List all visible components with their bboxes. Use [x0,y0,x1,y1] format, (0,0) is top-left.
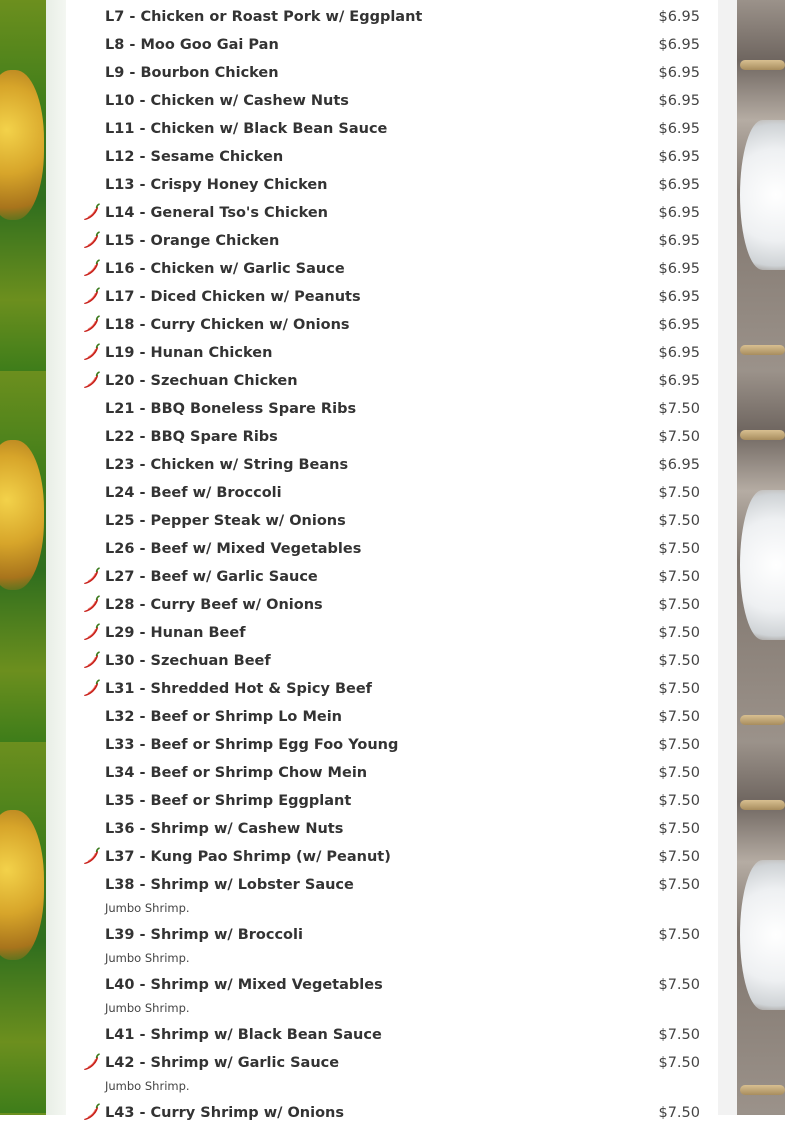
menu-item-name: L39 - Shrimp w/ Broccoli [105,927,303,943]
menu-item-price: $7.50 [658,849,700,865]
menu-item-price: $6.95 [658,9,700,25]
menu-item-price: $6.95 [658,121,700,137]
chili-pepper-icon [82,623,100,641]
menu-item-name: L23 - Chicken w/ String Beans [105,457,349,473]
menu-item-name: L40 - Shrimp w/ Mixed Vegetables [105,977,383,993]
chopstick-image [740,345,785,355]
chili-pepper-icon [82,1053,100,1071]
menu-item-name: L18 - Curry Chicken w/ Onions [105,317,350,333]
menu-item-name: L19 - Hunan Chicken [105,345,273,361]
chili-pepper-icon [82,203,100,221]
menu-item-price: $7.50 [658,977,700,993]
menu-item-name: L9 - Bourbon Chicken [105,65,279,81]
menu-item-price: $7.50 [658,709,700,725]
menu-item-price: $7.50 [658,597,700,613]
menu-item-name: L31 - Shredded Hot & Spicy Beef [105,681,372,697]
menu-item-name: L27 - Beef w/ Garlic Sauce [105,569,318,585]
chili-pepper-icon [82,679,100,697]
food-image [0,440,44,590]
menu-item-name: L28 - Curry Beef w/ Onions [105,597,323,613]
menu-item-price: $7.50 [658,569,700,585]
menu-item-name: L16 - Chicken w/ Garlic Sauce [105,261,345,277]
menu-item-name: L7 - Chicken or Roast Pork w/ Eggplant [105,9,423,25]
menu-item-description: Jumbo Shrimp. [105,1079,190,1093]
menu-item-description: Jumbo Shrimp. [105,901,190,915]
menu-panel [66,0,718,1121]
menu-item-name: L34 - Beef or Shrimp Chow Mein [105,765,368,781]
menu-item-price: $6.95 [658,65,700,81]
menu-item-name: L15 - Orange Chicken [105,233,280,249]
menu-item-name: L32 - Beef or Shrimp Lo Mein [105,709,342,725]
menu-item-price: $7.50 [658,765,700,781]
menu-item-name: L26 - Beef w/ Mixed Vegetables [105,541,362,557]
menu-item-price: $6.95 [658,317,700,333]
menu-item-description: Jumbo Shrimp. [105,951,190,965]
menu-item-price: $6.95 [658,373,700,389]
menu-item-name: L20 - Szechuan Chicken [105,373,298,389]
menu-item-price: $6.95 [658,457,700,473]
menu-item-name: L29 - Hunan Beef [105,625,246,641]
menu-item-price: $7.50 [658,737,700,753]
menu-item-price: $7.50 [658,821,700,837]
chili-pepper-icon [82,259,100,277]
chili-pepper-icon [82,567,100,585]
chopstick-image [740,715,785,725]
menu-item-price: $7.50 [658,429,700,445]
menu-item-price: $7.50 [658,1055,700,1071]
menu-item-name: L13 - Crispy Honey Chicken [105,177,328,193]
menu-item-name: L11 - Chicken w/ Black Bean Sauce [105,121,388,137]
menu-item-name: L38 - Shrimp w/ Lobster Sauce [105,877,354,893]
menu-item-price: $7.50 [658,1027,700,1043]
menu-item-name: L25 - Pepper Steak w/ Onions [105,513,346,529]
menu-item-name: L35 - Beef or Shrimp Eggplant [105,793,352,809]
menu-item-name: L21 - BBQ Boneless Spare Ribs [105,401,357,417]
menu-item-price: $7.50 [658,625,700,641]
menu-item-price: $7.50 [658,681,700,697]
menu-item-price: $6.95 [658,261,700,277]
chili-pepper-icon [82,371,100,389]
menu-item-name: L36 - Shrimp w/ Cashew Nuts [105,821,344,837]
chili-pepper-icon [82,1103,100,1121]
menu-item-name: L22 - BBQ Spare Ribs [105,429,278,445]
menu-item-price: $7.50 [658,927,700,943]
menu-item-price: $7.50 [658,541,700,557]
chili-pepper-icon [82,651,100,669]
menu-item-price: $7.50 [658,513,700,529]
menu-item-name: L8 - Moo Goo Gai Pan [105,37,279,53]
chili-pepper-icon [82,315,100,333]
chopstick-image [740,1085,785,1095]
menu-item-price: $6.95 [658,177,700,193]
menu-item-price: $6.95 [658,289,700,305]
chopstick-image [740,800,785,810]
menu-item-price: $6.95 [658,37,700,53]
menu-item-name: L10 - Chicken w/ Cashew Nuts [105,93,349,109]
menu-item-price: $7.50 [658,793,700,809]
menu-item-name: L12 - Sesame Chicken [105,149,284,165]
right-decorative-background [717,0,785,1115]
menu-item-price: $6.95 [658,345,700,361]
menu-item-name: L17 - Diced Chicken w/ Peanuts [105,289,361,305]
chopstick-image [740,430,785,440]
chili-pepper-icon [82,343,100,361]
bowl-image [740,860,785,1010]
menu-item-name: L42 - Shrimp w/ Garlic Sauce [105,1055,340,1071]
menu-item-description: Jumbo Shrimp. [105,1001,190,1015]
menu-item-price: $7.50 [658,1105,700,1121]
chopstick-image [740,60,785,70]
bowl-image [740,120,785,270]
bowl-image [740,490,785,640]
menu-item-price: $6.95 [658,149,700,165]
menu-item-price: $6.95 [658,233,700,249]
menu-item-name: L41 - Shrimp w/ Black Bean Sauce [105,1027,382,1043]
menu-item-price: $7.50 [658,653,700,669]
menu-item-name: L37 - Kung Pao Shrimp (w/ Peanut) [105,849,391,865]
menu-item-name: L24 - Beef w/ Broccoli [105,485,282,501]
chili-pepper-icon [82,287,100,305]
menu-item-name: L33 - Beef or Shrimp Egg Foo Young [105,737,399,753]
menu-item-price: $7.50 [658,485,700,501]
menu-item-name: L30 - Szechuan Beef [105,653,271,669]
menu-item-price: $7.50 [658,401,700,417]
food-image [0,810,44,960]
chili-pepper-icon [82,231,100,249]
chili-pepper-icon [82,847,100,865]
menu-item-name: L43 - Curry Shrimp w/ Onions [105,1105,344,1121]
left-decorative-background [0,0,66,1115]
food-image [0,70,44,220]
chili-pepper-icon [82,595,100,613]
menu-item-price: $6.95 [658,93,700,109]
menu-item-name: L14 - General Tso's Chicken [105,205,328,221]
menu-item-price: $6.95 [658,205,700,221]
menu-item-price: $7.50 [658,877,700,893]
